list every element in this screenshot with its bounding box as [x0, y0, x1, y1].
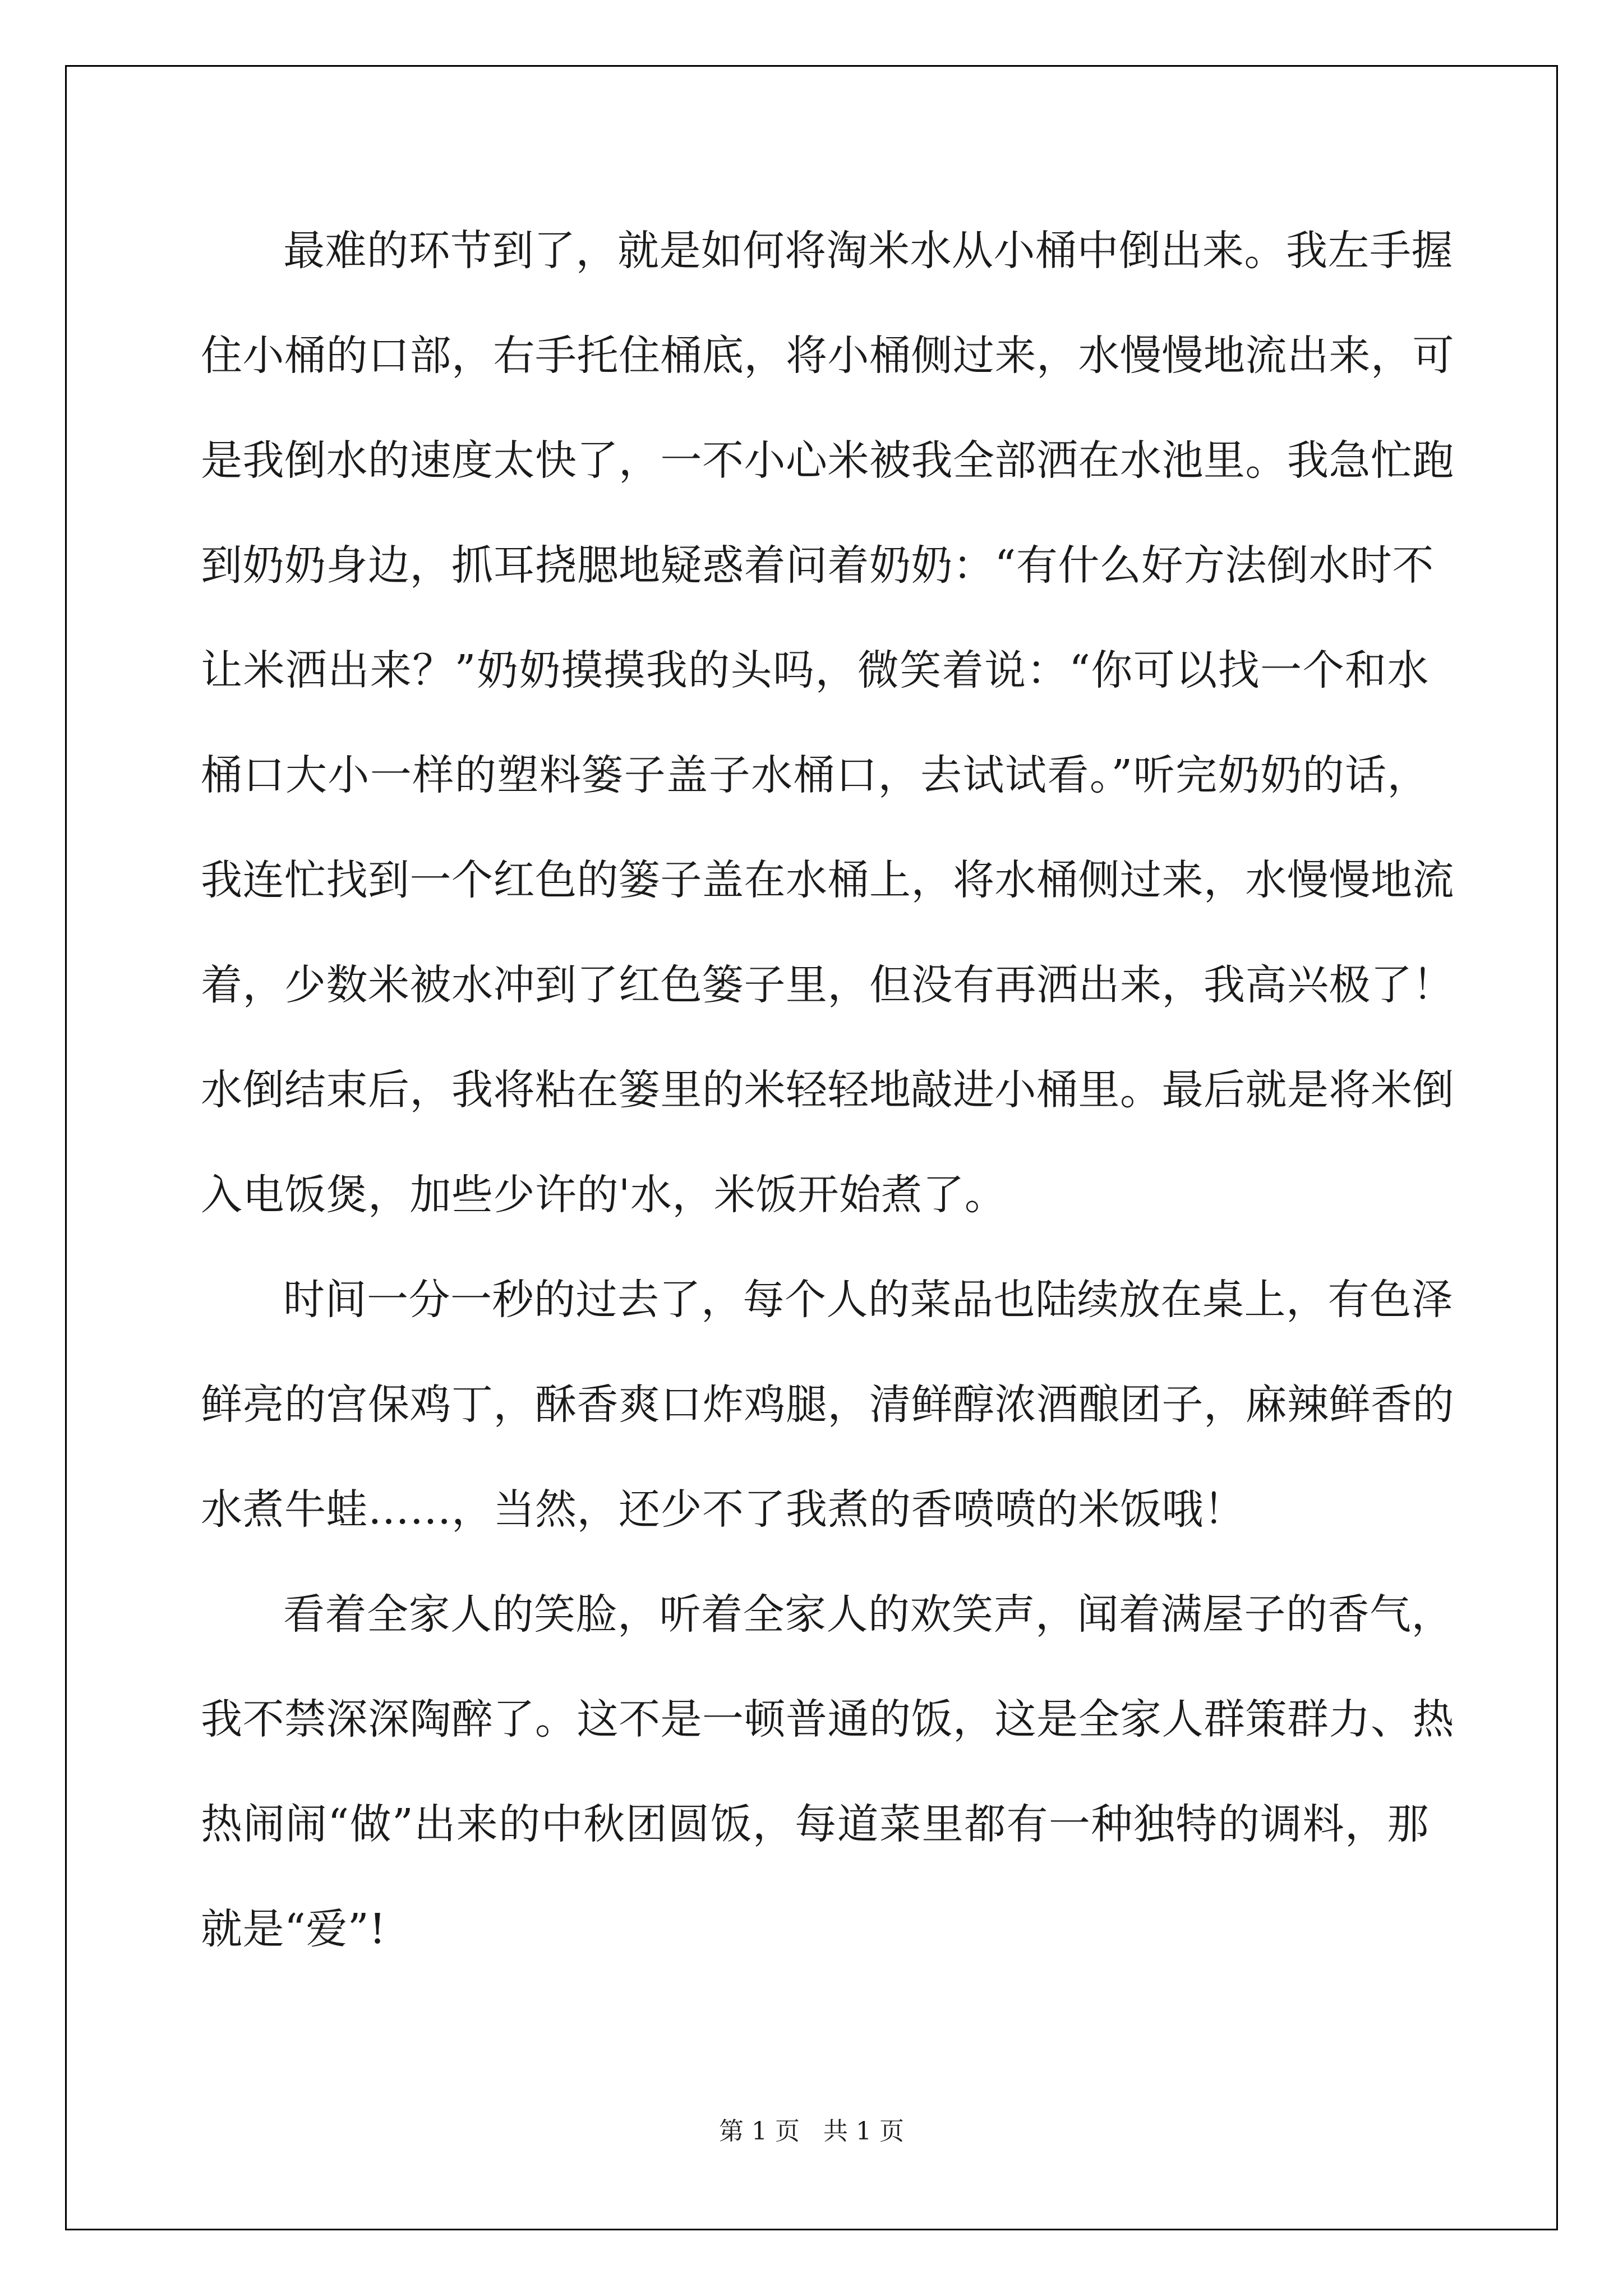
paragraph-1-line-5: 让米洒出来？”奶奶摸摸我的头吗，微笑着说：“你可以找一个和水 [201, 646, 1429, 694]
paragraph-2-line-3: 水煮牛蛙……，当然，还少不了我煮的香喷喷的米饭哦！ [201, 1485, 1246, 1534]
paragraph-1-line-8: 着，少数米被水冲到了红色篓子里，但没有再洒出来，我高兴极了！ [201, 961, 1454, 1009]
paragraph-2-line-2: 鲜亮的宫保鸡丁，酥香爽口炸鸡腿，清鲜醇浓酒酿团子，麻辣鲜香的 [201, 1381, 1454, 1429]
paragraph-3-line-1: 看着全家人的笑脸，听着全家人的欢笑声，闻着满屋子的香气， [283, 1590, 1453, 1639]
paragraph-1-line-7: 我连忙找到一个红色的篓子盖在水桶上，将水桶侧过来，水慢慢地流 [201, 856, 1454, 904]
paragraph-1-line-6: 桶口大小一样的塑料篓子盖子水桶口，去试试看。”听完奶奶的话， [201, 751, 1429, 799]
paragraph-1-line-9: 水倒结束后，我将粘在篓里的米轻轻地敲进小桶里。最后就是将米倒 [201, 1066, 1454, 1114]
paragraph-3-line-3: 热闹闹“做”出来的中秋团圆饭，每道菜里都有一种独特的调料，那 [201, 1800, 1429, 1848]
paragraph-1-line-3: 是我倒水的速度太快了，一不小心米被我全部洒在水池里。我急忙跑 [201, 436, 1454, 485]
paragraph-1-line-4: 到奶奶身边，抓耳挠腮地疑惑着问着奶奶：“有什么好方法倒水时不 [201, 541, 1434, 590]
paragraph-3-line-4: 就是“爱”! [201, 1905, 386, 1953]
paragraph-1-line-2: 住小桶的口部，右手托住桶底，将小桶侧过来，水慢慢地流出来，可 [201, 332, 1454, 380]
paragraph-1-line-10: 入电饭煲，加些少许的'水，米饭开始煮了。 [201, 1171, 1007, 1219]
paragraph-2-line-1: 时间一分一秒的过去了，每个人的菜品也陆续放在桌上，有色泽 [283, 1276, 1453, 1324]
page-number-footer: 第 1 页 共 1 页 [719, 2117, 904, 2146]
paragraph-1-line-1: 最难的环节到了，就是如何将淘米水从小桶中倒出来。我左手握 [283, 227, 1453, 275]
paragraph-3-line-2: 我不禁深深陶醉了。这不是一顿普通的饭，这是全家人群策群力、热 [201, 1695, 1454, 1743]
